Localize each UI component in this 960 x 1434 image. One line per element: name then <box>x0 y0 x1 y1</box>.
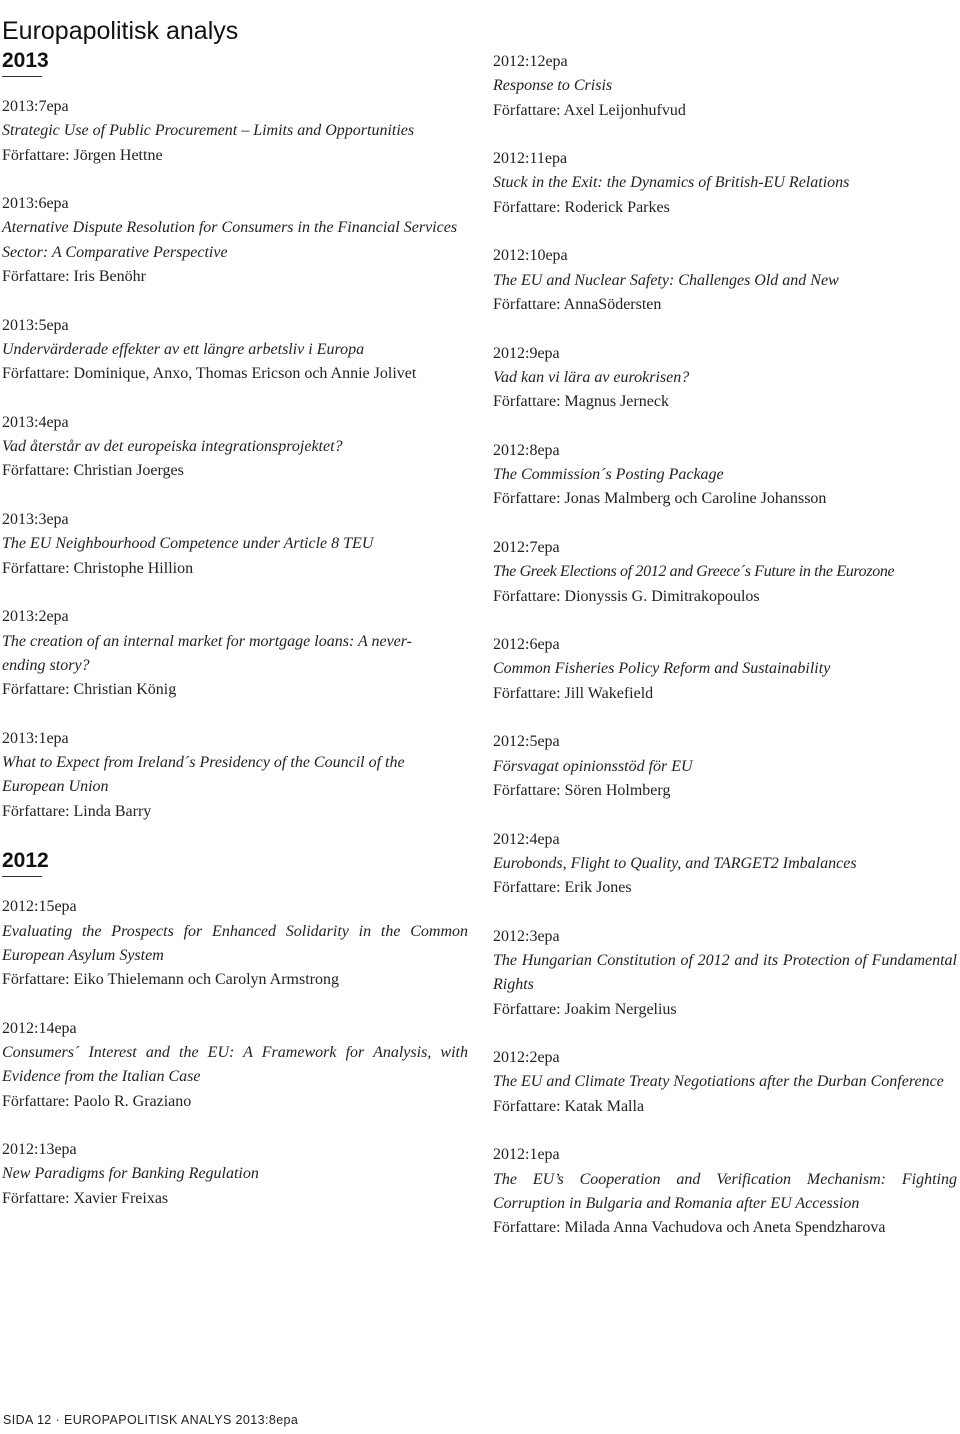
section-2012 <box>2 848 468 1211</box>
publication-author: Författare: Linda Barry <box>2 802 152 820</box>
publication-title: The EU’s Cooperation and Verification Mechanism: Fighting Corruption in Bulgaria and Romania after EU Accession <box>493 1170 957 1212</box>
publication-entry <box>2 411 468 484</box>
section-2013 <box>2 48 468 824</box>
publication-author: Författare: Christian König <box>2 681 177 699</box>
publication-code: 2012:1epa <box>493 1146 560 1164</box>
publication-code: 2012:13epa <box>2 1141 77 1159</box>
publication-code: 2013:7epa <box>2 98 69 115</box>
publication-author: Författare: Eiko Thielemann och Carolyn Armstrong <box>2 971 339 989</box>
year-heading: 2012 <box>2 849 49 873</box>
publication-title: Vad återstår av det europeiska integrationsprojektet? <box>2 438 343 456</box>
publication-code: 2012:12epa <box>493 53 568 70</box>
publication-entry <box>493 536 957 609</box>
publication-code: 2012:2epa <box>493 1049 560 1067</box>
publication-code: 2012:6epa <box>493 636 560 654</box>
publication-title: The EU and Nuclear Safety: Challenges Old and New <box>493 271 839 289</box>
publication-title: New Paradigms for Banking Regulation <box>2 1165 259 1183</box>
publication-author: Författare: Magnus Jerneck <box>493 393 669 411</box>
publication-entry <box>493 50 957 123</box>
publication-code: 2013:1epa <box>2 729 69 747</box>
publication-author: Författare: Joakim Nergelius <box>493 1000 677 1018</box>
page-footer: SIDA 12 · EUROPAPOLITISK ANALYS 2013:8epa <box>3 1413 299 1427</box>
publication-author: Författare: Iris Benöhr <box>2 268 146 286</box>
publication-entry <box>493 828 957 901</box>
publication-title: What to Expect from Ireland´s Presidency of the Council of the European Union <box>2 754 405 796</box>
publication-entry <box>493 730 957 803</box>
publication-author: Författare: Jörgen Hettne <box>2 146 163 164</box>
year-underline <box>2 76 42 77</box>
publication-title: Vad kan vi lära av eurokrisen? <box>493 368 690 386</box>
publication-entry <box>493 342 957 415</box>
publication-author: Författare: Jonas Malmberg och Caroline Johansson <box>493 490 827 508</box>
publication-code: 2012:10epa <box>493 247 568 265</box>
publication-entry <box>493 1143 957 1240</box>
publication-entry <box>493 1046 957 1119</box>
publication-code: 2013:3epa <box>2 511 69 529</box>
publication-code: 2012:3epa <box>493 927 560 945</box>
publication-code: 2013:5epa <box>2 316 69 334</box>
publication-entry <box>493 244 957 317</box>
publication-entry <box>2 95 468 168</box>
publication-author: Författare: Katak Malla <box>493 1097 645 1115</box>
publication-title: The EU Neighbourhood Competence under Article 8 TEU <box>2 535 374 553</box>
right-column <box>493 0 957 1265</box>
year-underline <box>2 876 42 877</box>
publication-code: 2012:5epa <box>493 733 560 751</box>
publication-author: Författare: Dionyssis G. Dimitrakopoulos <box>493 587 760 605</box>
publication-entry <box>2 895 468 992</box>
publication-title: Common Fisheries Policy Reform and Sustainability <box>493 660 831 678</box>
publication-title: The Hungarian Constitution of 2012 and its Protection of Fundamental Rights <box>493 951 957 994</box>
publication-code: 2012:8epa <box>493 441 560 459</box>
publication-code: 2012:11epa <box>493 150 568 168</box>
publication-author: Författare: Axel Leijonhufvud <box>493 101 686 119</box>
publication-entry <box>2 508 468 581</box>
publication-entry <box>493 439 957 512</box>
publication-title: Eurobonds, Flight to Quality, and TARGET2 Imbalances <box>493 854 857 872</box>
publication-code: 2012:4epa <box>493 830 560 848</box>
publication-entry <box>493 633 957 706</box>
publication-author: Författare: Roderick Parkes <box>493 198 670 216</box>
publication-author: Författare: Sören Holmberg <box>493 781 671 799</box>
publication-author: Författare: Paolo R. Graziano <box>2 1092 192 1110</box>
publication-entry <box>2 1138 468 1211</box>
publication-code: 2013:2epa <box>2 608 69 626</box>
publication-code: 2013:4epa <box>2 413 69 431</box>
publication-author: Författare: Jill Wakefield <box>493 684 654 702</box>
publication-title: Försvagat opinionsstöd för EU <box>493 757 693 775</box>
publication-author: Författare: Christian Joerges <box>2 462 184 480</box>
publication-code: 2013:6epa <box>2 195 69 213</box>
publication-entry <box>2 1017 468 1114</box>
page-title: Europapolitisk analys <box>2 16 239 45</box>
publication-title: The Commission´s Posting Package <box>493 466 724 484</box>
publication-title: The Greek Elections of 2012 and Greece´s Future in the Eurozone <box>493 563 895 581</box>
publication-title: Consumers´ Interest and the EU: A Framework for Analysis, with Evidence from the Italian Case <box>2 1043 468 1086</box>
publication-code: 2012:14epa <box>2 1019 77 1037</box>
publication-title: Stuck in the Exit: the Dynamics of British-EU Relations <box>493 174 850 192</box>
publication-title: Undervärderade effekter av ett längre arbetsliv i Europa <box>2 340 365 358</box>
publication-title: Strategic Use of Public Procurement – Limits and Opportunities <box>2 122 415 140</box>
publication-entry <box>2 727 468 824</box>
publication-author: Författare: AnnaSödersten <box>493 295 662 313</box>
publication-entry <box>493 925 957 1022</box>
publication-author: Författare: Dominique, Anxo, Thomas Ericson och Annie Jolivet <box>2 365 417 383</box>
publication-code: 2012:7epa <box>493 538 560 556</box>
publication-author: Författare: Christophe Hillion <box>2 559 194 577</box>
publication-author: Författare: Xavier Freixas <box>2 1189 169 1207</box>
publication-code: 2012:15epa <box>2 898 77 916</box>
publication-title: The EU and Climate Treaty Negotiations after the Durban Conference <box>493 1073 944 1091</box>
year-heading: 2013 <box>2 49 49 72</box>
publication-title: Evaluating the Prospects for Enhanced Solidarity in the Common European Asylum System <box>2 922 468 964</box>
publication-entry <box>2 192 468 289</box>
publication-title: Aternative Dispute Resolution for Consumers in the Financial Services Sector: A Comparative Perspective <box>2 219 458 261</box>
left-column <box>2 0 468 1235</box>
publication-title: Response to Crisis <box>493 77 613 95</box>
publication-author: Författare: Erik Jones <box>493 879 632 897</box>
publication-code: 2012:9epa <box>493 344 560 362</box>
publication-entry <box>2 605 468 702</box>
publication-title: The creation of an internal market for mortgage loans: A never-ending story? <box>2 632 412 674</box>
publication-entry <box>2 314 468 387</box>
publication-author: Författare: Milada Anna Vachudova och Aneta Spendzharova <box>493 1219 886 1237</box>
publication-entry <box>493 147 957 220</box>
